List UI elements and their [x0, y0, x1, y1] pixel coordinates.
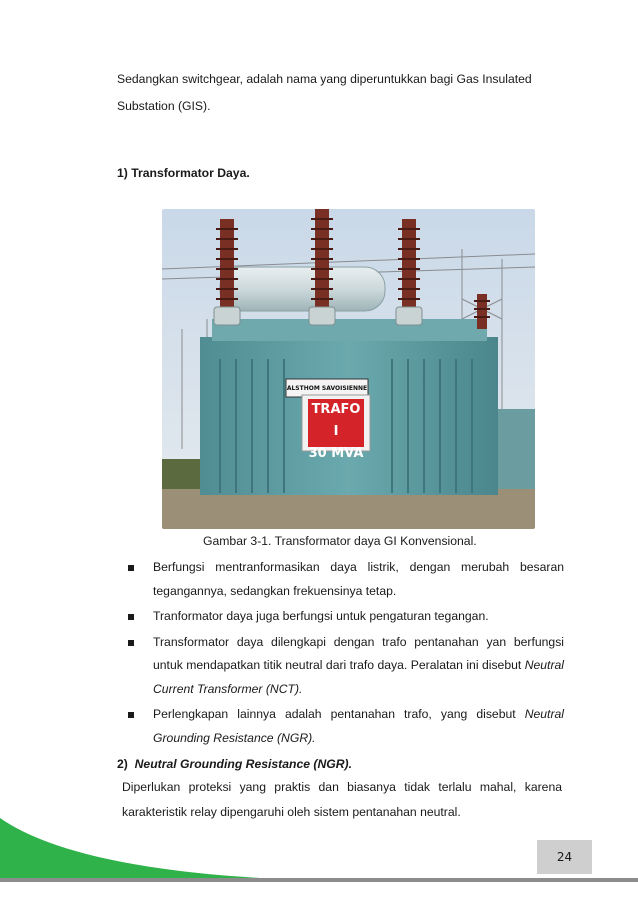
square-bullet-icon — [128, 565, 134, 571]
transformer-photo — [162, 209, 535, 529]
bullet-italic-term: Neutral Grounding Resistance (NGR). — [153, 707, 564, 745]
page-number-box — [537, 840, 592, 874]
page-number: 24 — [556, 850, 573, 864]
square-bullet-icon — [128, 614, 134, 620]
sign-line-trafo: TRAFO I — [311, 402, 361, 439]
bullet-text: Berfungsi mentranformasikan daya listrik, dengan merubah besaran tegangannya, sedangkan frekuensinya tetap. — [153, 560, 564, 598]
bullet-italic-term: Neutral Current Transformer (NCT). — [153, 658, 564, 696]
section-title: Neutral Grounding Resistance (NGR). — [134, 757, 352, 771]
figure-caption: Gambar 3-1. Transformator daya GI Konvensional. — [203, 534, 477, 548]
section-heading-ngr — [117, 757, 352, 771]
list-item — [126, 556, 564, 603]
intro-paragraph: Sedangkan switchgear, adalah nama yang diperuntukkan bagi Gas Insulated Substation (GIS). — [117, 72, 532, 113]
bullet-text: Transformator daya dilengkapi dengan trafo pentanahan yan berfungsi untuk mendapatkan titik neutral dari trafo daya. Peralatan ini disebut — [153, 634, 564, 672]
footer-gray-bar — [0, 878, 638, 882]
list-item — [126, 605, 564, 629]
ngr-paragraph: Diperlukan proteksi yang praktis dan biasanya tidak terlalu mahal, karena karakteristik relay dipengaruhi oleh sistem pentanahan neutral. — [122, 780, 562, 819]
section-heading-transformator-daya: 1) Transformator Daya. — [117, 166, 250, 180]
bullet-text: Perlengkapan lainnya adalah pentanahan trafo, yang disebut — [153, 707, 525, 721]
bullet-text: Tranformator daya juga berfungsi untuk pengaturan tegangan. — [153, 609, 489, 623]
bullet-list — [126, 556, 564, 750]
brand-plate: ALSTHOM SAVOISIENNE — [286, 384, 368, 392]
list-item — [126, 631, 564, 702]
sign-line-mva: 30 MVA — [308, 446, 364, 461]
square-bullet-icon — [128, 712, 134, 718]
footer-green-wave — [0, 818, 260, 882]
list-item — [126, 703, 564, 750]
section-number: 2) — [117, 757, 128, 771]
square-bullet-icon — [128, 640, 134, 646]
